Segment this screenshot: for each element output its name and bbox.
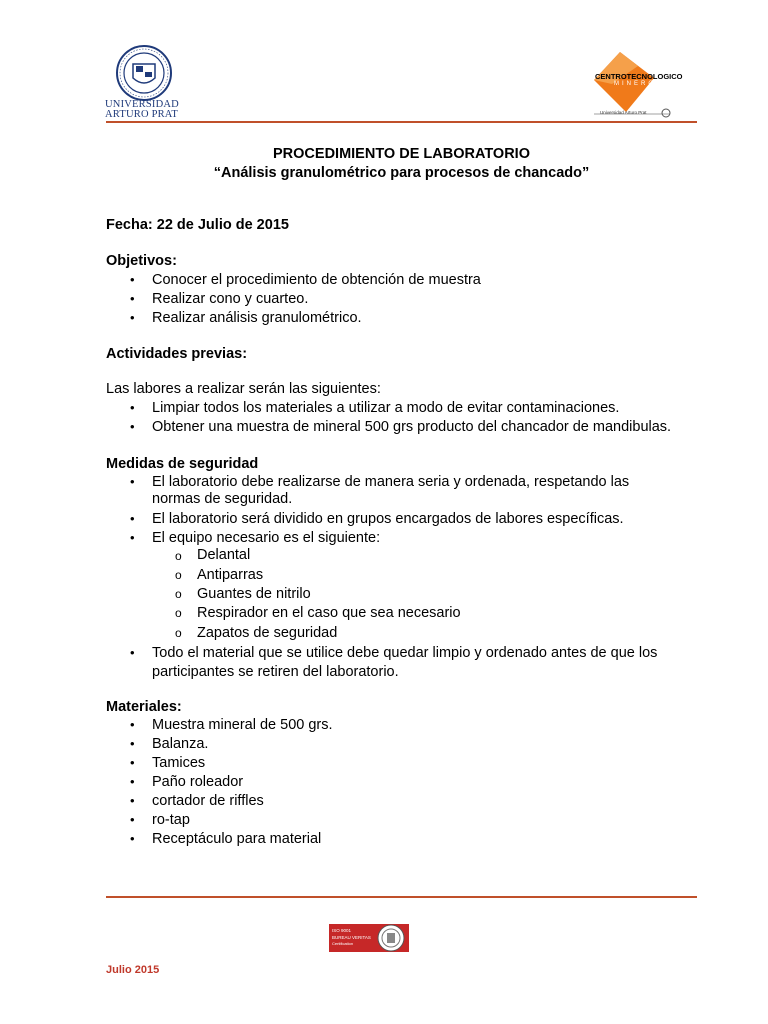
- bullet-marker: •: [130, 774, 135, 789]
- date-line: Fecha: 22 de Julio de 2015: [106, 217, 289, 233]
- safety-heading: Medidas de seguridad: [106, 456, 259, 472]
- document-title: PROCEDIMIENTO DE LABORATORIO: [273, 146, 530, 162]
- document-subtitle: “Análisis granulométrico para procesos de chancado”: [213, 165, 590, 181]
- safety-item: El laboratorio será dividido en grupos encargados de labores específicas.: [152, 511, 624, 527]
- safety-item-continued: participantes se retiren del laboratorio.: [152, 664, 399, 680]
- bullet-marker: •: [130, 812, 135, 827]
- bullet-marker: •: [130, 755, 135, 770]
- cert-text-bv: BUREAU VERITAS: [332, 935, 371, 940]
- material-item: Balanza.: [152, 736, 209, 752]
- safety-item-continued: normas de seguridad.: [152, 491, 293, 507]
- bureau-veritas-certification-logo: [329, 922, 411, 954]
- sub-bullet-marker: o: [175, 568, 182, 582]
- footer-divider: [106, 896, 697, 898]
- material-item: Tamices: [152, 755, 206, 771]
- material-item: Muestra mineral de 500 grs.: [152, 717, 333, 733]
- safety-item: El laboratorio debe realizarse de manera seria y ordenada, respetando las: [152, 474, 630, 490]
- objective-item: Conocer el procedimiento de obtención de muestra: [152, 272, 481, 288]
- sub-bullet-marker: o: [175, 587, 182, 601]
- bullet-marker: •: [130, 831, 135, 846]
- bullet-marker: •: [130, 291, 135, 306]
- sub-bullet-marker: o: [175, 549, 182, 563]
- sub-bullet-marker: o: [175, 606, 182, 620]
- bullet-marker: •: [130, 736, 135, 751]
- centro-tecnologico-sub: MINERO: [614, 81, 656, 87]
- objectives-heading: Objetivos:: [106, 253, 177, 269]
- sub-bullet-marker: o: [175, 626, 182, 640]
- equipment-item: Zapatos de seguridad: [197, 625, 338, 641]
- footer-date: Julio 2015: [106, 964, 160, 976]
- material-item: cortador de riffles: [152, 793, 264, 809]
- bullet-marker: •: [130, 645, 135, 660]
- centro-tecnologico-university: Universidad Arturo Prat: [600, 110, 647, 115]
- material-item: Receptáculo para material: [152, 831, 322, 847]
- objective-item: Realizar cono y cuarteo.: [152, 291, 309, 307]
- bullet-marker: •: [130, 793, 135, 808]
- header-divider: [106, 121, 697, 123]
- activities-heading: Actividades previas:: [106, 346, 248, 362]
- safety-item: Todo el material que se utilice debe quedar limpio y ordenado antes de que los: [152, 645, 658, 661]
- objective-item: Realizar análisis granulométrico.: [152, 310, 362, 326]
- activities-intro: Las labores a realizar serán las siguientes:: [106, 381, 381, 397]
- cert-text-cert: Certification: [332, 941, 354, 946]
- equipment-item: Guantes de nitrilo: [197, 586, 311, 602]
- bullet-marker: •: [130, 419, 135, 434]
- material-item: ro-tap: [152, 812, 190, 828]
- bullet-marker: •: [130, 310, 135, 325]
- bullet-marker: •: [130, 272, 135, 287]
- materials-heading: Materiales:: [106, 699, 182, 715]
- equipment-item: Delantal: [197, 547, 251, 563]
- bullet-marker: •: [130, 400, 135, 415]
- centro-tecnologico-name: CENTROTECNOLOGICO: [595, 72, 683, 81]
- activity-item: Obtener una muestra de mineral 500 grs producto del chancador de mandibulas.: [152, 419, 672, 435]
- material-item: Paño roleador: [152, 774, 244, 790]
- bullet-marker: •: [130, 511, 135, 526]
- safety-item: El equipo necesario es el siguiente:: [152, 530, 381, 546]
- equipment-item: Respirador en el caso que sea necesario: [197, 605, 461, 621]
- bullet-marker: •: [130, 530, 135, 545]
- activity-item: Limpiar todos los materiales a utilizar a modo de evitar contaminaciones.: [152, 400, 620, 416]
- bullet-marker: •: [130, 474, 135, 489]
- cert-text-iso: ISO 9001: [332, 928, 352, 933]
- university-name: UNIVERSIDAD ARTURO PRAT: [105, 99, 179, 120]
- equipment-item: Antiparras: [197, 567, 264, 583]
- bullet-marker: •: [130, 717, 135, 732]
